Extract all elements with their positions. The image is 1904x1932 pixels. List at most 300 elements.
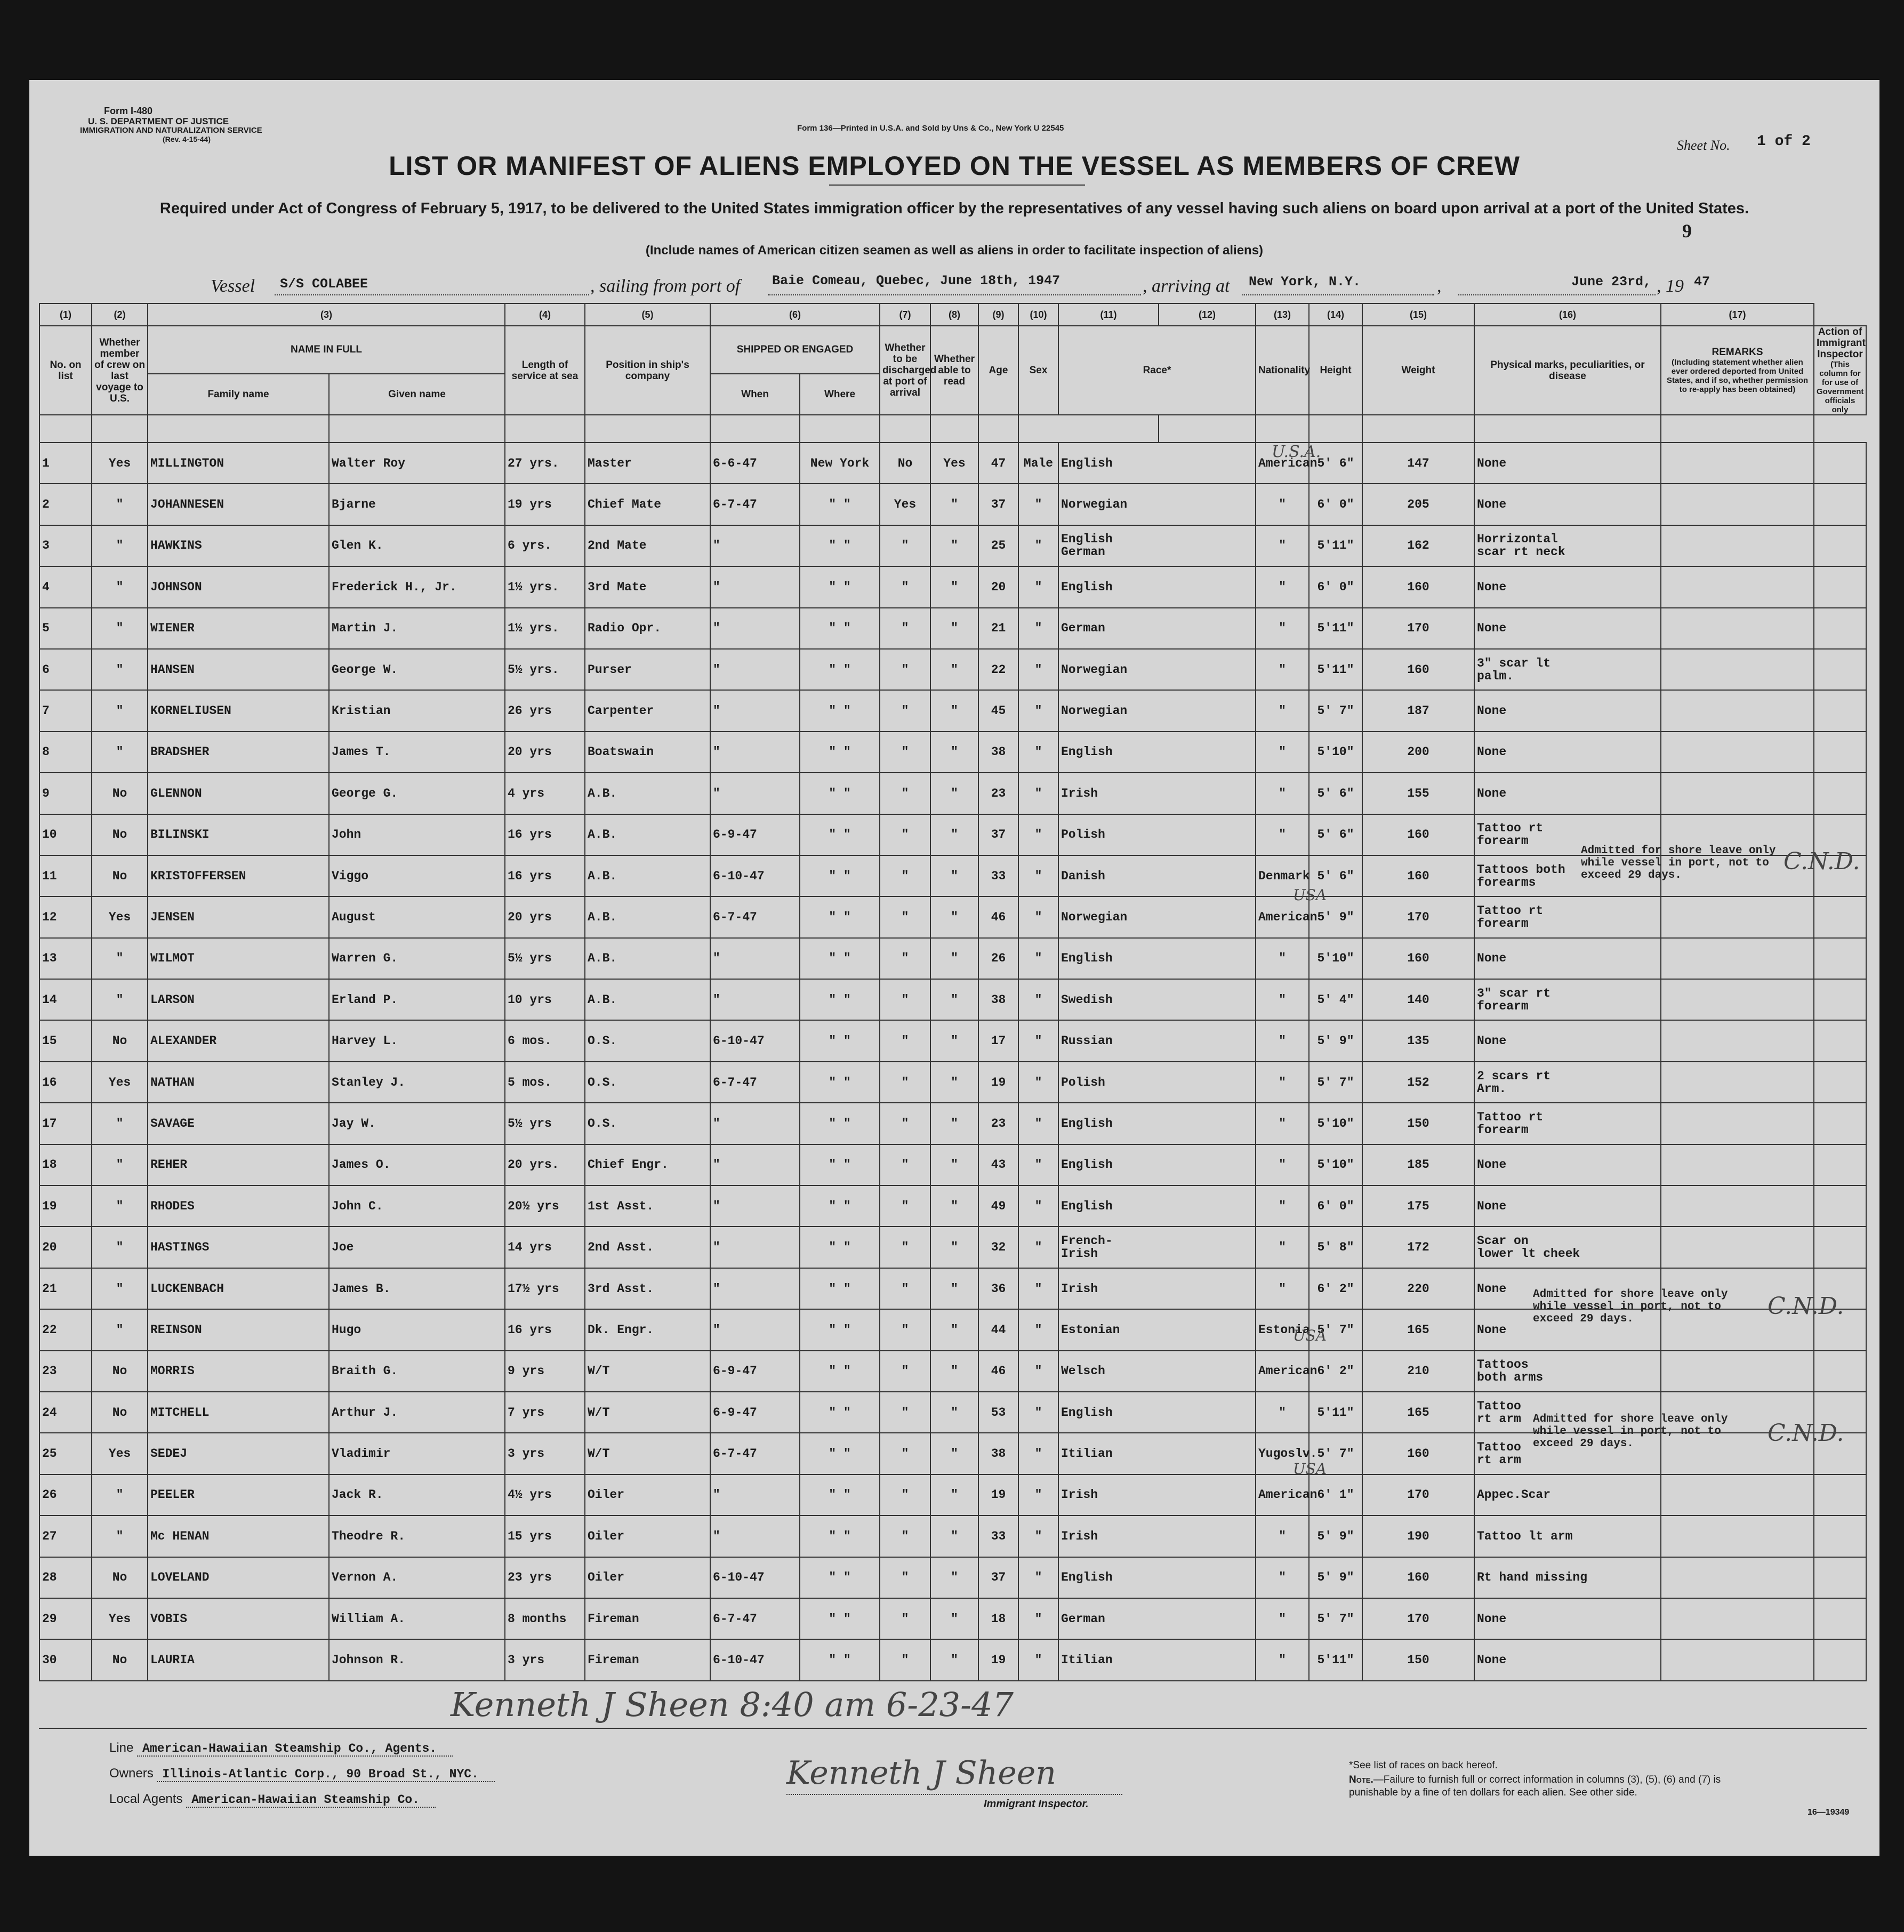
cell-able-to-read: " xyxy=(930,1474,978,1516)
cell-height: 5' 7" xyxy=(1309,1062,1362,1103)
date-value: June 23rd, xyxy=(1571,274,1651,290)
cell-remarks xyxy=(1661,1144,1814,1185)
cell-length-of-service: 5 mos. xyxy=(505,1062,585,1103)
cell-previous-voyage: " xyxy=(92,1103,148,1144)
cell-given-name: Joe xyxy=(329,1226,505,1268)
cell-family-name: VOBIS xyxy=(148,1598,329,1639)
cell-race: Norwegian xyxy=(1058,690,1256,731)
revision: (Rev. 4-15-44) xyxy=(163,135,211,143)
cell-position: Carpenter xyxy=(585,690,710,731)
cell-inspector-action xyxy=(1814,566,1866,607)
cell-age: 19 xyxy=(978,1474,1018,1516)
cell-able-to-read: " xyxy=(930,690,978,731)
cell-remarks xyxy=(1661,732,1814,773)
cell-height: 6' 1" xyxy=(1309,1474,1362,1516)
cell-given-name: Vernon A. xyxy=(329,1557,505,1598)
cell-physical-marks: Scar on lower lt cheek xyxy=(1474,1226,1661,1268)
cell-length-of-service: 14 yrs xyxy=(505,1226,585,1268)
cell-shipped-where: " " xyxy=(800,732,880,773)
cell-remarks xyxy=(1661,1351,1814,1392)
cell-family-name: HANSEN xyxy=(148,649,329,690)
cell-position: 2nd Mate xyxy=(585,525,710,566)
department: U. S. DEPARTMENT OF JUSTICE xyxy=(88,116,229,126)
cell-weight: 160 xyxy=(1362,566,1474,607)
cell-discharged: " xyxy=(880,608,930,649)
col-num-4: (4) xyxy=(505,303,585,326)
cell-weight: 160 xyxy=(1362,1433,1474,1474)
cell-height: 6' 0" xyxy=(1309,1185,1362,1226)
cell-given-name: Kristian xyxy=(329,690,505,731)
cell-position: A.B. xyxy=(585,855,710,896)
cell-inspector-action xyxy=(1814,1020,1866,1061)
cell-family-name: WIENER xyxy=(148,608,329,649)
cell-height: 5' 9" xyxy=(1309,896,1362,937)
cell-nationality: " xyxy=(1256,690,1309,731)
cell-position: Master xyxy=(585,443,710,484)
cell-physical-marks: None xyxy=(1474,1020,1661,1061)
cell-family-name: LUCKENBACH xyxy=(148,1268,329,1309)
cell-shipped-when: " xyxy=(710,1103,800,1144)
cell-inspector-action xyxy=(1814,443,1866,484)
cell-race: Irish xyxy=(1058,773,1256,814)
cell-family-name: HASTINGS xyxy=(148,1226,329,1268)
cell-given-name: Bjarne xyxy=(329,484,505,525)
cell-discharged: " xyxy=(880,896,930,937)
cell-sex: " xyxy=(1018,1185,1058,1226)
cell-inspector-action xyxy=(1814,649,1866,690)
handwritten-usa-row26: USA xyxy=(1293,1460,1327,1478)
cell-physical-marks: None xyxy=(1474,732,1661,773)
cell-previous-voyage: " xyxy=(92,566,148,607)
cell-height: 5'11" xyxy=(1309,608,1362,649)
sailing-label: , sailing from port of xyxy=(590,276,741,296)
cell-nationality: " xyxy=(1256,1144,1309,1185)
cell-position: O.S. xyxy=(585,1103,710,1144)
footer-rule xyxy=(39,1728,1867,1729)
cell-inspector-action xyxy=(1814,979,1866,1020)
cell-race: English xyxy=(1058,443,1256,484)
cell-previous-voyage: " xyxy=(92,732,148,773)
cell-weight: 165 xyxy=(1362,1309,1474,1350)
cell-sex: " xyxy=(1018,525,1058,566)
header-remarks xyxy=(1661,326,1814,415)
cell-remarks xyxy=(1661,773,1814,814)
cell-row-number: 6 xyxy=(39,649,92,690)
voyage-line xyxy=(211,276,255,296)
title-rule xyxy=(829,185,1085,186)
cell-age: 38 xyxy=(978,1433,1018,1474)
cell-able-to-read: " xyxy=(930,1598,978,1639)
cell-given-name: Jay W. xyxy=(329,1103,505,1144)
cell-sex: " xyxy=(1018,608,1058,649)
cell-previous-voyage: " xyxy=(92,938,148,979)
cell-nationality: " xyxy=(1256,1516,1309,1557)
form-code: 16—19349 xyxy=(1807,1808,1850,1817)
spacer-cell xyxy=(585,415,710,443)
cell-previous-voyage: " xyxy=(92,608,148,649)
cell-given-name: George G. xyxy=(329,773,505,814)
cell-able-to-read: " xyxy=(930,608,978,649)
cell-shipped-when: " xyxy=(710,773,800,814)
cell-shipped-where: " " xyxy=(800,1226,880,1268)
cell-length-of-service: 1½ yrs. xyxy=(505,566,585,607)
cell-row-number: 25 xyxy=(39,1433,92,1474)
header-shipped-engaged: SHIPPED OR ENGAGED xyxy=(710,326,880,374)
cell-nationality: American xyxy=(1256,896,1309,937)
cell-previous-voyage: No xyxy=(92,1639,148,1680)
cell-weight: 200 xyxy=(1362,732,1474,773)
cell-given-name: Stanley J. xyxy=(329,1062,505,1103)
cell-physical-marks: None xyxy=(1474,566,1661,607)
cell-remarks xyxy=(1661,1020,1814,1061)
races-note: *See list of races on back hereof. xyxy=(1349,1760,1498,1771)
cell-family-name: SAVAGE xyxy=(148,1103,329,1144)
cell-age: 44 xyxy=(978,1309,1018,1350)
cell-family-name: BILINSKI xyxy=(148,814,329,855)
cell-row-number: 23 xyxy=(39,1351,92,1392)
cell-weight: 160 xyxy=(1362,649,1474,690)
cell-physical-marks: None xyxy=(1474,1309,1661,1350)
table-row xyxy=(39,443,1866,484)
cell-physical-marks: None xyxy=(1474,1144,1661,1185)
cell-given-name: James O. xyxy=(329,1144,505,1185)
remarks-subtitle: (Including statement whether alien ever ordered deported from United States, and if so, whether permission to re-apply has been obtained) xyxy=(1666,358,1809,394)
cell-nationality: " xyxy=(1256,1020,1309,1061)
cell-length-of-service: 3 yrs xyxy=(505,1433,585,1474)
cell-age: 23 xyxy=(978,1103,1018,1144)
cell-able-to-read: " xyxy=(930,649,978,690)
cell-previous-voyage: No xyxy=(92,1351,148,1392)
cell-position: Fireman xyxy=(585,1598,710,1639)
year-prefix: , 19 xyxy=(1657,276,1684,296)
cell-sex: " xyxy=(1018,1226,1058,1268)
cell-given-name: Martin J. xyxy=(329,608,505,649)
col-num-14: (14) xyxy=(1309,303,1362,326)
cell-race: English xyxy=(1058,1144,1256,1185)
cell-family-name: MITCHELL xyxy=(148,1392,329,1433)
cell-able-to-read: " xyxy=(930,732,978,773)
cell-family-name: MILLINGTON xyxy=(148,443,329,484)
cell-position: W/T xyxy=(585,1351,710,1392)
cell-position: A.B. xyxy=(585,814,710,855)
cell-shipped-where: " " xyxy=(800,1557,880,1598)
cell-length-of-service: 20 yrs. xyxy=(505,1144,585,1185)
table-row xyxy=(39,1474,1866,1516)
cell-nationality: " xyxy=(1256,938,1309,979)
spacer-cell xyxy=(710,415,800,443)
cell-nationality: " xyxy=(1256,649,1309,690)
spacer-cell xyxy=(1309,415,1362,443)
cell-weight: 220 xyxy=(1362,1268,1474,1309)
cell-sex: " xyxy=(1018,814,1058,855)
cell-height: 5' 6" xyxy=(1309,855,1362,896)
initials-row25: C.N.D. xyxy=(1768,1420,1844,1447)
cell-race: Polish xyxy=(1058,1062,1256,1103)
spacer-cell xyxy=(1159,415,1256,443)
cell-age: 17 xyxy=(978,1020,1018,1061)
cell-nationality: " xyxy=(1256,525,1309,566)
cell-race: English xyxy=(1058,1185,1256,1226)
table-row xyxy=(39,896,1866,937)
spacer-cell xyxy=(800,415,880,443)
cell-able-to-read: " xyxy=(930,1433,978,1474)
cell-race: Irish xyxy=(1058,1516,1256,1557)
cell-sex: " xyxy=(1018,1516,1058,1557)
cell-shipped-where: " " xyxy=(800,1433,880,1474)
cell-race: Welsch xyxy=(1058,1351,1256,1392)
header-length-of-service: Length of service at sea xyxy=(505,326,585,415)
cell-given-name: Arthur J. xyxy=(329,1392,505,1433)
cell-inspector-action xyxy=(1814,732,1866,773)
cell-position: 2nd Asst. xyxy=(585,1226,710,1268)
cell-shipped-when: " xyxy=(710,1226,800,1268)
cell-shipped-where: " " xyxy=(800,1474,880,1516)
cell-nationality: " xyxy=(1256,1639,1309,1680)
col-num-3: (3) xyxy=(148,303,505,326)
cell-able-to-read: " xyxy=(930,1020,978,1061)
handwritten-usa-row23: USA xyxy=(1293,1327,1327,1344)
cell-position: 3rd Mate xyxy=(585,566,710,607)
cell-shipped-when: 6-9-47 xyxy=(710,1351,800,1392)
cell-age: 37 xyxy=(978,484,1018,525)
cell-age: 32 xyxy=(978,1226,1018,1268)
crew-manifest-table xyxy=(39,303,1867,1681)
cell-height: 5' 4" xyxy=(1309,979,1362,1020)
header-height: Height xyxy=(1309,326,1362,415)
cell-nationality: " xyxy=(1256,1103,1309,1144)
cell-length-of-service: 5½ yrs xyxy=(505,938,585,979)
cell-given-name: James T. xyxy=(329,732,505,773)
cell-age: 33 xyxy=(978,1516,1018,1557)
cell-physical-marks: None xyxy=(1474,608,1661,649)
cell-row-number: 21 xyxy=(39,1268,92,1309)
action-subtitle: (This column for for use of Government officials only xyxy=(1817,360,1864,414)
agents-value: American-Hawaiian Steamship Co. xyxy=(186,1793,436,1808)
cell-sex: " xyxy=(1018,1309,1058,1350)
cell-given-name: Harvey L. xyxy=(329,1020,505,1061)
column-number-row xyxy=(39,303,1866,326)
cell-sex: " xyxy=(1018,1639,1058,1680)
cell-height: 6' 2" xyxy=(1309,1351,1362,1392)
cell-remarks xyxy=(1661,1103,1814,1144)
cell-row-number: 17 xyxy=(39,1103,92,1144)
cell-inspector-action xyxy=(1814,1557,1866,1598)
cell-shipped-when: 6-7-47 xyxy=(710,1433,800,1474)
cell-sex: " xyxy=(1018,484,1058,525)
cell-sex: " xyxy=(1018,1557,1058,1598)
cell-family-name: LOVELAND xyxy=(148,1557,329,1598)
cell-weight: 150 xyxy=(1362,1639,1474,1680)
cell-age: 23 xyxy=(978,773,1018,814)
cell-position: A.B. xyxy=(585,773,710,814)
cell-shipped-when: " xyxy=(710,1144,800,1185)
cell-weight: 160 xyxy=(1362,814,1474,855)
spacer-cell xyxy=(1474,415,1661,443)
cell-row-number: 10 xyxy=(39,814,92,855)
cell-physical-marks: Tattoo lt arm xyxy=(1474,1516,1661,1557)
manifest-page xyxy=(29,80,1879,1856)
cell-position: Dk. Engr. xyxy=(585,1309,710,1350)
cell-given-name: Vladimir xyxy=(329,1433,505,1474)
cell-age: 46 xyxy=(978,896,1018,937)
cell-length-of-service: 16 yrs xyxy=(505,855,585,896)
spacer-cell xyxy=(1362,415,1474,443)
cell-sex: " xyxy=(1018,1433,1058,1474)
initials-row22: C.N.D. xyxy=(1768,1293,1844,1320)
cell-weight: 170 xyxy=(1362,896,1474,937)
stamp-number: 9 xyxy=(1682,220,1692,242)
cell-race: English xyxy=(1058,1557,1256,1598)
cell-remarks xyxy=(1661,1639,1814,1680)
cell-race: Norwegian xyxy=(1058,896,1256,937)
cell-weight: 172 xyxy=(1362,1226,1474,1268)
cell-able-to-read: " xyxy=(930,855,978,896)
cell-inspector-action xyxy=(1814,1144,1866,1185)
service: IMMIGRATION AND NATURALIZATION SERVICE xyxy=(80,126,262,135)
cell-age: 38 xyxy=(978,732,1018,773)
note-label: Note. xyxy=(1349,1774,1373,1785)
cell-sex: " xyxy=(1018,1103,1058,1144)
cell-nationality: " xyxy=(1256,1185,1309,1226)
cell-weight: 155 xyxy=(1362,773,1474,814)
cell-row-number: 8 xyxy=(39,732,92,773)
cell-given-name: Theodre R. xyxy=(329,1516,505,1557)
cell-able-to-read: " xyxy=(930,1144,978,1185)
cell-shipped-when: 6-10-47 xyxy=(710,1557,800,1598)
table-row xyxy=(39,566,1866,607)
cell-remarks xyxy=(1661,1185,1814,1226)
cell-physical-marks: Rt hand missing xyxy=(1474,1557,1661,1598)
cell-race: Itilian xyxy=(1058,1433,1256,1474)
cell-height: 5' 7" xyxy=(1309,1309,1362,1350)
cell-age: 47 xyxy=(978,443,1018,484)
cell-shipped-when: " xyxy=(710,566,800,607)
cell-inspector-action xyxy=(1814,938,1866,979)
cell-shipped-when: 6-7-47 xyxy=(710,484,800,525)
footer-owners xyxy=(109,1766,495,1781)
vessel-field xyxy=(275,276,589,295)
cell-row-number: 15 xyxy=(39,1020,92,1061)
cell-height: 5'10" xyxy=(1309,732,1362,773)
cell-position: W/T xyxy=(585,1392,710,1433)
cell-shipped-where: " " xyxy=(800,1309,880,1350)
cell-shipped-where: " " xyxy=(800,1020,880,1061)
cell-discharged: Yes xyxy=(880,484,930,525)
cell-remarks xyxy=(1661,566,1814,607)
cell-able-to-read: " xyxy=(930,773,978,814)
cell-remarks xyxy=(1661,608,1814,649)
cell-physical-marks: Tattoo rt forearm xyxy=(1474,896,1661,937)
cell-given-name: Viggo xyxy=(329,855,505,896)
cell-weight: 170 xyxy=(1362,1474,1474,1516)
cell-remarks xyxy=(1661,1474,1814,1516)
cell-shipped-where: " " xyxy=(800,690,880,731)
cell-inspector-action xyxy=(1814,1103,1866,1144)
cell-weight: 165 xyxy=(1362,1392,1474,1433)
cell-discharged: " xyxy=(880,1392,930,1433)
cell-shipped-where: " " xyxy=(800,1268,880,1309)
cell-discharged: " xyxy=(880,814,930,855)
cell-sex: Male xyxy=(1018,443,1058,484)
cell-previous-voyage: " xyxy=(92,1226,148,1268)
cell-family-name: SEDEJ xyxy=(148,1433,329,1474)
header-no-on-list: No. on list xyxy=(39,326,92,415)
cell-physical-marks: None xyxy=(1474,484,1661,525)
cell-shipped-when: 6-7-47 xyxy=(710,1062,800,1103)
cell-race: English xyxy=(1058,1103,1256,1144)
cell-discharged: " xyxy=(880,938,930,979)
cell-given-name: Erland P. xyxy=(329,979,505,1020)
header-previous-voyage: Whether member of crew on last voyage to U.S. xyxy=(92,326,148,415)
table-row xyxy=(39,979,1866,1020)
cell-row-number: 2 xyxy=(39,484,92,525)
cell-height: 5'11" xyxy=(1309,525,1362,566)
header-race: Race* xyxy=(1058,326,1256,415)
header-given-name: Given name xyxy=(329,374,505,415)
crew-rows xyxy=(39,415,1866,1681)
cell-given-name: William A. xyxy=(329,1598,505,1639)
cell-physical-marks: None xyxy=(1474,1268,1661,1309)
cell-height: 5' 6" xyxy=(1309,814,1362,855)
cell-age: 20 xyxy=(978,566,1018,607)
cell-age: 19 xyxy=(978,1062,1018,1103)
cell-shipped-when: 6-10-47 xyxy=(710,855,800,896)
cell-given-name: George W. xyxy=(329,649,505,690)
cell-height: 5' 7" xyxy=(1309,1433,1362,1474)
cell-height: 6' 0" xyxy=(1309,484,1362,525)
header-family-name: Family name xyxy=(148,374,329,415)
cell-given-name: Frederick H., Jr. xyxy=(329,566,505,607)
cell-shipped-when: " xyxy=(710,1268,800,1309)
date-field xyxy=(1458,276,1656,295)
signature-timestamp: Kenneth J Sheen 8:40 am 6-23-47 xyxy=(451,1685,1014,1724)
cell-inspector-action xyxy=(1814,608,1866,649)
cell-length-of-service: 23 yrs xyxy=(505,1557,585,1598)
cell-discharged: " xyxy=(880,1185,930,1226)
cell-shipped-when: 6-10-47 xyxy=(710,1639,800,1680)
cell-shipped-where: " " xyxy=(800,525,880,566)
cell-physical-marks: Tattoo rt forearm xyxy=(1474,1103,1661,1144)
cell-height: 5'11" xyxy=(1309,1639,1362,1680)
cell-family-name: JENSEN xyxy=(148,896,329,937)
cell-nationality: " xyxy=(1256,773,1309,814)
cell-sex: " xyxy=(1018,1268,1058,1309)
cell-discharged: " xyxy=(880,855,930,896)
cell-able-to-read: " xyxy=(930,1516,978,1557)
cell-discharged: " xyxy=(880,1103,930,1144)
cell-physical-marks: 3" scar lt palm. xyxy=(1474,649,1661,690)
cell-length-of-service: 26 yrs xyxy=(505,690,585,731)
cell-physical-marks: Tattoos both arms xyxy=(1474,1351,1661,1392)
cell-weight: 185 xyxy=(1362,1144,1474,1185)
cell-position: Oiler xyxy=(585,1474,710,1516)
cell-age: 46 xyxy=(978,1351,1018,1392)
cell-sex: " xyxy=(1018,1598,1058,1639)
handwritten-usa-row1: U.S.A. xyxy=(1272,443,1321,461)
cell-discharged: " xyxy=(880,1309,930,1350)
cell-weight: 160 xyxy=(1362,855,1474,896)
cell-able-to-read: " xyxy=(930,1226,978,1268)
cell-height: 5' 6" xyxy=(1309,773,1362,814)
cell-weight: 205 xyxy=(1362,484,1474,525)
header-physical-marks: Physical marks, peculiarities, or disease xyxy=(1474,326,1661,415)
cell-position: 3rd Asst. xyxy=(585,1268,710,1309)
signature-rule xyxy=(786,1794,1122,1795)
cell-age: 45 xyxy=(978,690,1018,731)
cell-able-to-read: " xyxy=(930,566,978,607)
cell-previous-voyage: No xyxy=(92,773,148,814)
cell-previous-voyage: Yes xyxy=(92,896,148,937)
